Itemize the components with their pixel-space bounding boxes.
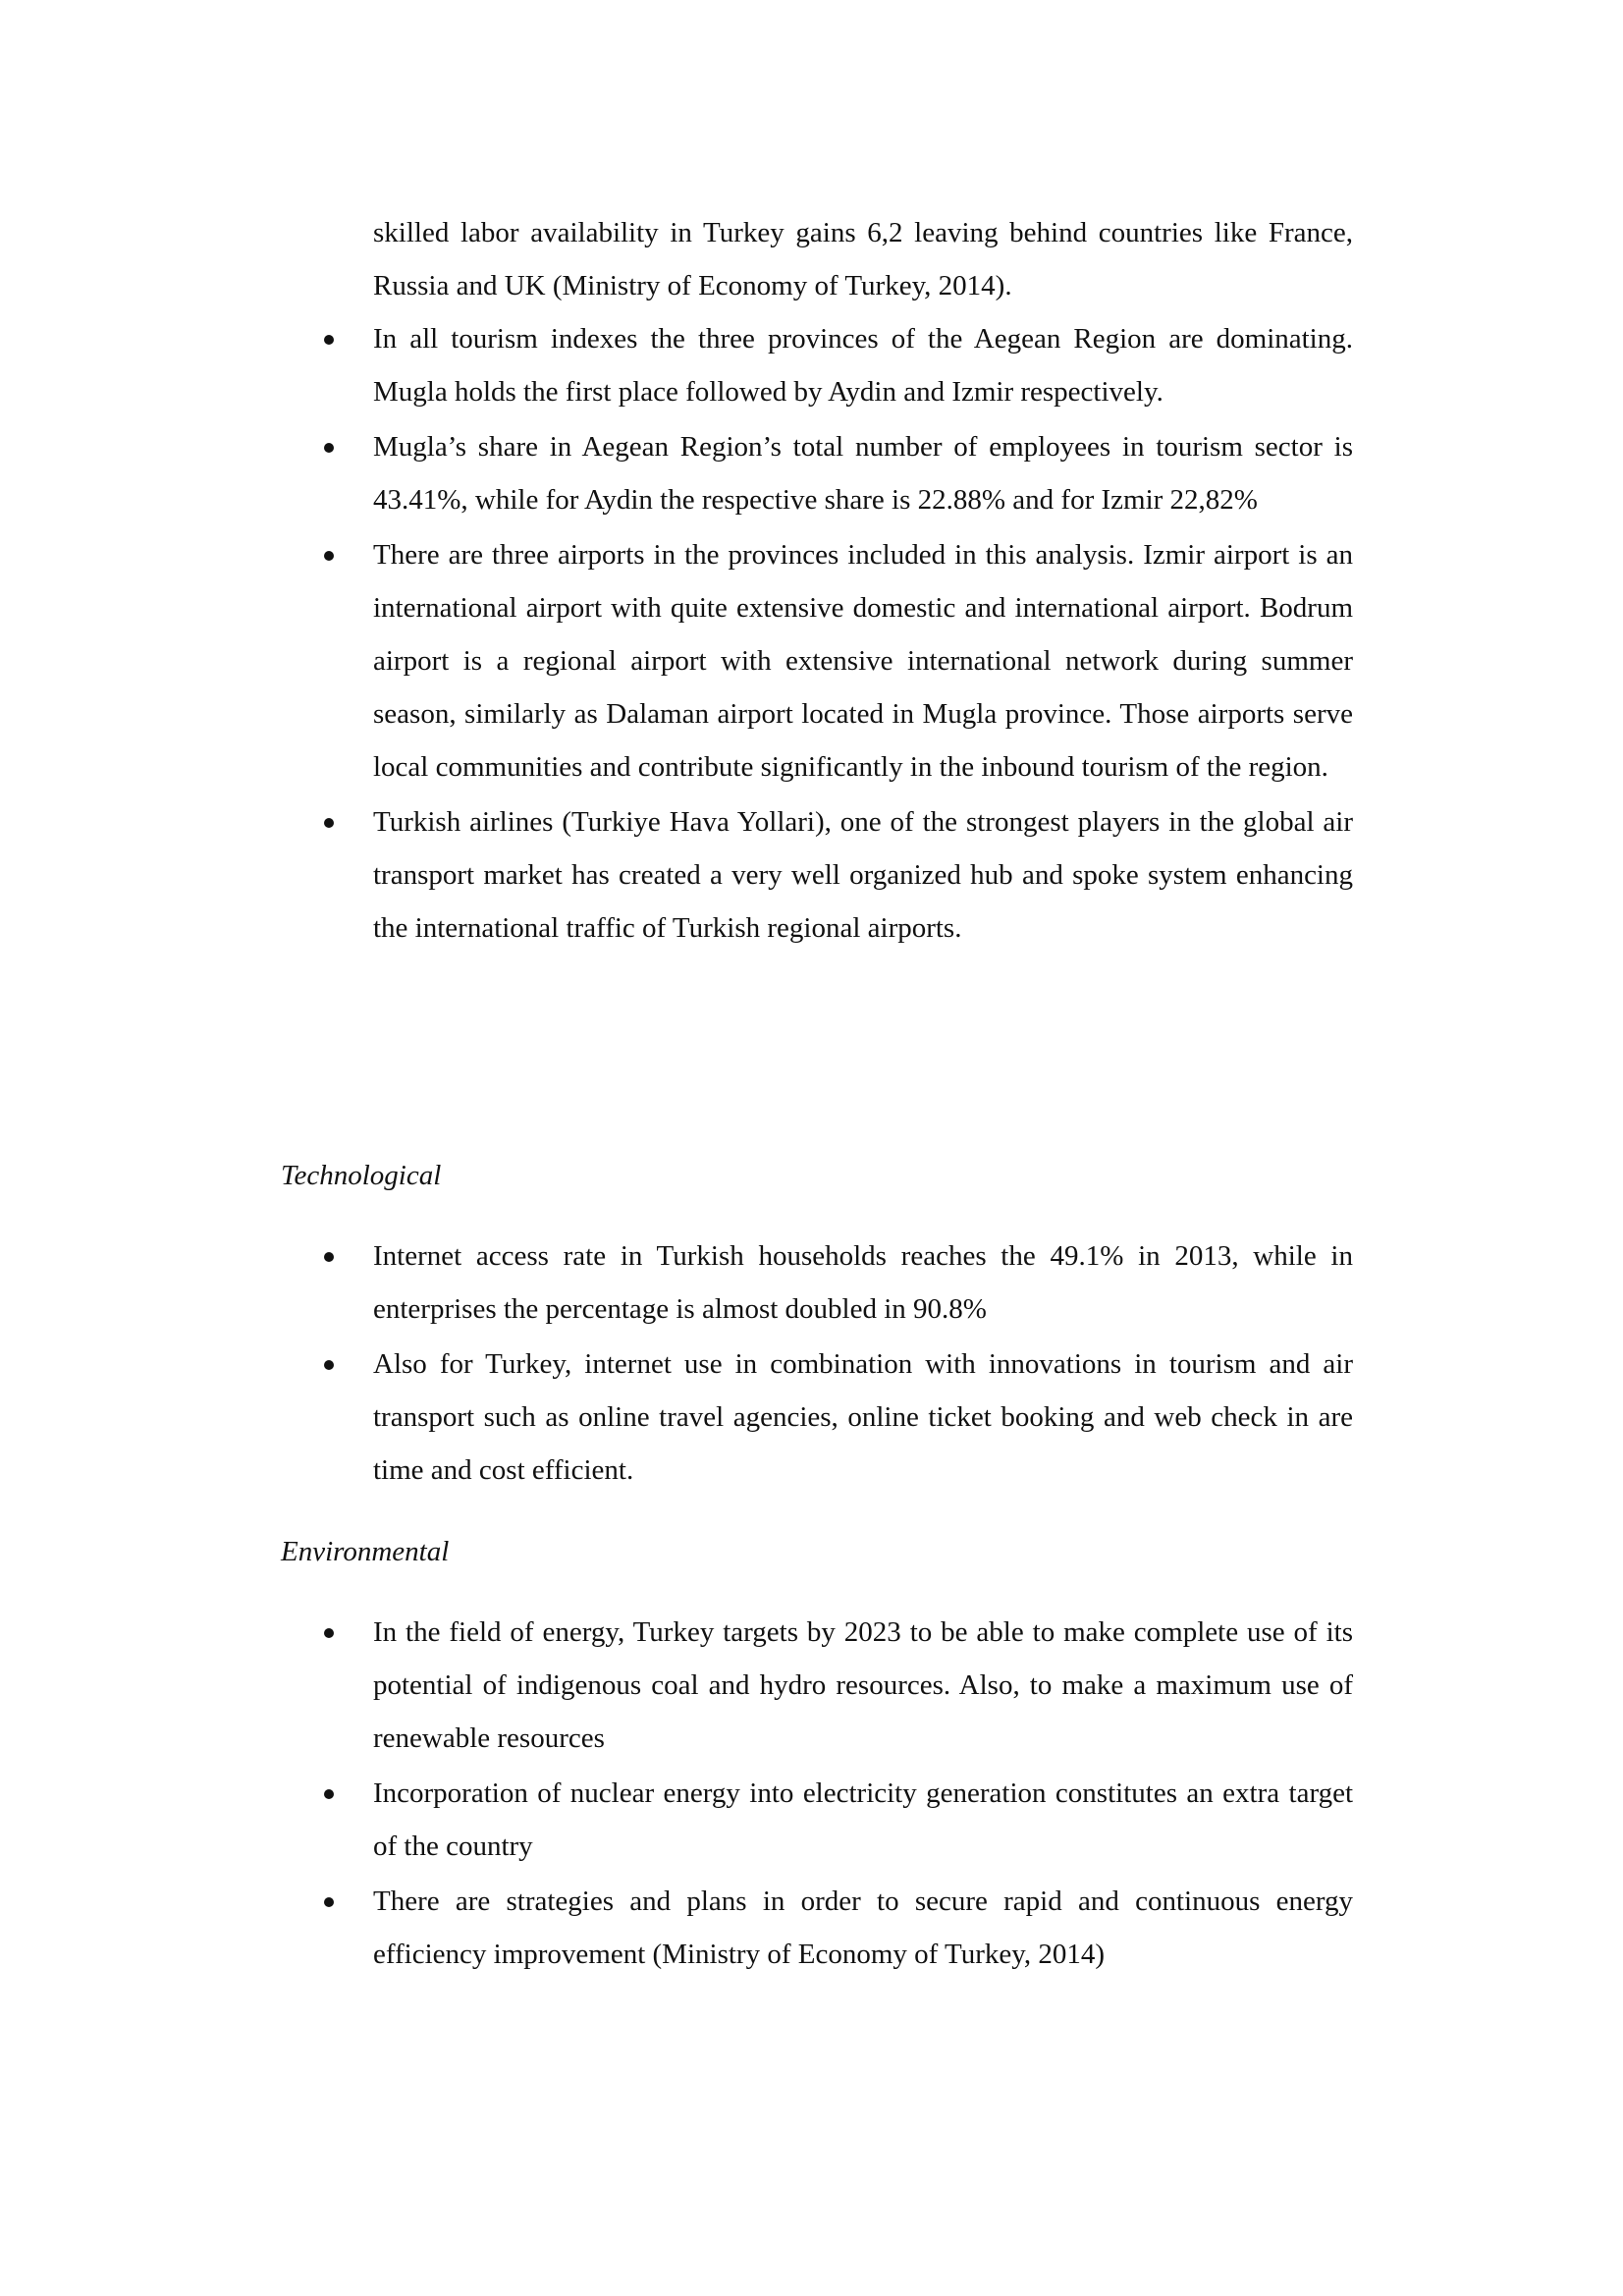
list-item (281, 1606, 1353, 1765)
bullet-icon (324, 1628, 334, 1638)
list-item-text: In the field of energy, Turkey targets by 2023 to be able to make complete use of its potential of indigenous coal and hydro resources. Also, to make a maximum use of renewable resources (373, 1616, 1353, 1754)
list-item-text: There are strategies and plans in order to secure rapid and continuous energy efficiency improvement (Ministry of Economy of Turkey, 2014) (373, 1886, 1353, 1970)
list-item (281, 420, 1353, 526)
bullet-icon (324, 1897, 334, 1907)
list-item-text: Also for Turkey, internet use in combination with innovations in tourism and air transport such as online travel agencies, online ticket booking and web check in are time and cost efficient. (373, 1348, 1353, 1486)
list-item (281, 1338, 1353, 1497)
bullet-list-1 (281, 312, 1353, 957)
bullet-icon (324, 818, 334, 828)
list-item-text: Incorporation of nuclear energy into electricity generation constitutes an extra target of the country (373, 1777, 1353, 1862)
bullet-icon (324, 1252, 334, 1262)
list-item (281, 795, 1353, 955)
continuation-paragraph (373, 206, 1353, 312)
section-technological (281, 1149, 1353, 1202)
list-item (281, 1767, 1353, 1873)
bullet-icon (324, 443, 334, 453)
continuation-text: skilled labor availability in Turkey gains 6,2 leaving behind countries like France, Russia and UK (Ministry of Economy of Turkey, 2014). (373, 217, 1353, 301)
list-item-text: Mugla’s share in Aegean Region’s total number of employees in tourism sector is 43.41%, while for Aydin the respective share is 22.88% and for Izmir 22,82% (373, 431, 1353, 516)
bullet-icon (324, 1789, 334, 1799)
list-item-text: Turkish airlines (Turkiye Hava Yollari), one of the strongest players in the global air transport market has created a very well organized hub and spoke system enhancing the international traffic of Turkish regional airports. (373, 806, 1353, 944)
list-item (281, 312, 1353, 418)
list-item-text: In all tourism indexes the three provinces of the Aegean Region are dominating. Mugla holds the first place followed by Aydin and Izmir respectively. (373, 323, 1353, 408)
section-environmental (281, 1525, 1353, 1578)
bullet-list-technological (281, 1230, 1353, 1499)
bullet-list-environmental (281, 1606, 1353, 1983)
list-item (281, 1230, 1353, 1336)
list-item (281, 1875, 1353, 1981)
list-item (281, 528, 1353, 793)
bullet-icon (324, 335, 334, 345)
section-heading-environmental: Environmental (281, 1536, 450, 1567)
section-heading-technological: Technological (281, 1160, 442, 1191)
list-item-text: There are three airports in the provinces included in this analysis. Izmir airport is an international airport with quite extensive domestic and international airport. Bodrum airport is a regional airport with extensive international network during summer season, similarly as Dalaman airport located in Mugla province. Those airports serve local communities and contribute significantly in the inbound tourism of the region. (373, 539, 1353, 783)
bullet-icon (324, 551, 334, 561)
bullet-icon (324, 1360, 334, 1370)
list-item-text: Internet access rate in Turkish households reaches the 49.1% in 2013, while in enterprises the percentage is almost doubled in 90.8% (373, 1240, 1353, 1325)
